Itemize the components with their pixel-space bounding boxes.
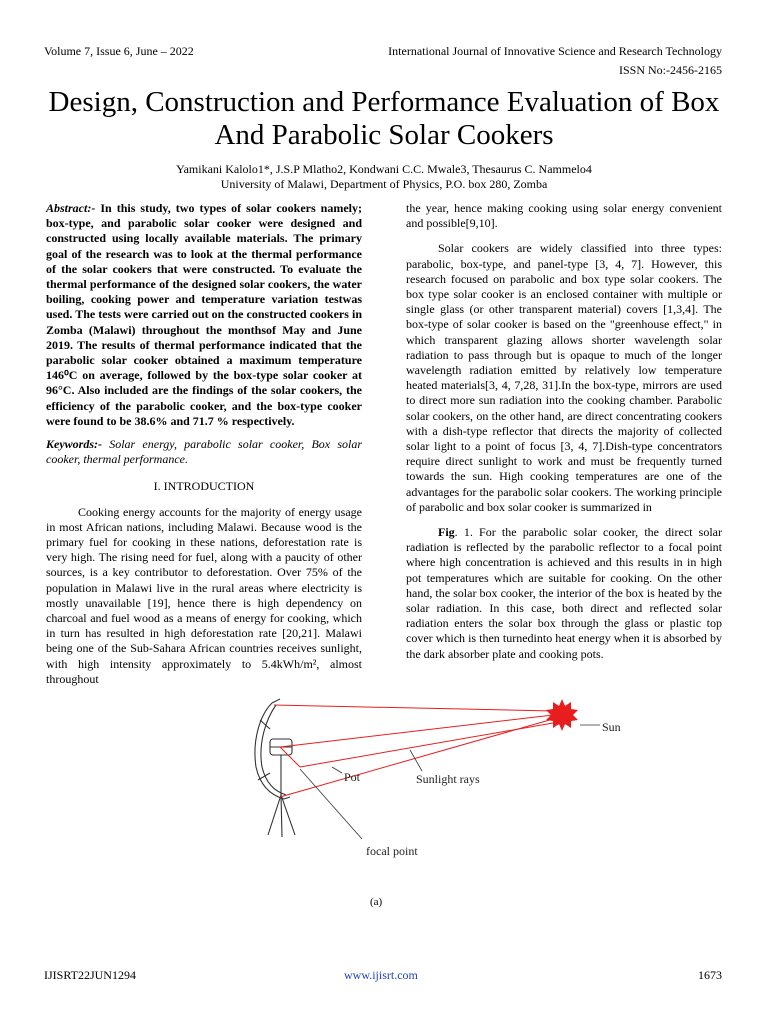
volume-info: Volume 7, Issue 6, June – 2022 — [44, 44, 194, 58]
author-list: Yamikani Kalolo1*, J.S.P Mlatho2, Kondwani C.C. Mwale3, Thesaurus C. Nammelo4 — [176, 162, 592, 176]
figure-caption: (a) — [370, 896, 383, 908]
sunlight-rays — [274, 705, 553, 797]
intro-paragraph-2: Solar cookers are widely classified into three types: parabolic, box-type, and panel-type [3, 4, 7]. However, this research focused on parabolic and box type solar cookers. The box type solar cooker is an enclosed container with multiple or single glass (or other transparent material) covers [1,3,4]. The box-type of solar cooker is based on the "greenhouse effect," in which transparent glazing allows shorter wavelength solar radiation to pass through but is opaque to much of the longer wavelength radiation emitted by relatively low temperature heated materials[3, 4, 7,28, 31].In the box-type, mirrors are used to direct more sun radiation into the cooking chamber. Parabolic solar cookers, on the other hand, are direct concentrating cookers with a dish-type reflector that directs the majority of collected solar light to a point of focus [3, 4, 7].Dish-type concentrators require direct sunlight to work and must be frequently turned towards the sun. High cooking temperatures are one of the advantages for the parabolic solar cookers. The working principle of parabolic and box solar cooker is summarized in — [406, 241, 722, 514]
keywords — [46, 437, 362, 467]
pot-label: Pot — [344, 770, 361, 784]
footer-website-link[interactable]: www.ijisrt.com — [344, 968, 418, 982]
journal-name: International Journal of Innovative Science and Research Technology — [388, 44, 722, 58]
abstract-text: In this study, two types of solar cookers namely; box-type, and parabolic solar cooker were designed and constructed using locally available materials. The primary goal of the research was to look at the thermal performance of the solar cookers that were constructed. To evaluate the thermal performance of the designed solar cookers, the water boiling, cooking power and temperature variation testwas used. The tests were carried out on the constructed cookers in Zomba (Malawi) throughout the monthsof May and June 2019. The results of thermal performance indicated that the parabolic solar cooker obtained a maximum temperature 146⁰C on average, followed by the box-type solar cooker at 96°C. Also included are the findings of the solar cookers, the efficiency of the parabolic cooker, and the box-type cooker were found to be 38.6% and 71.7 % respectively. — [46, 201, 362, 428]
page-number: 1673 — [698, 968, 722, 982]
intro-continuation: the year, hence making cooking using solar energy convenient and possible[9,10]. — [406, 201, 722, 231]
parabolic-dish-drawing — [255, 699, 295, 837]
intro-paragraph: Cooking energy accounts for the majority of energy usage in most African nations, including Malawi. Because wood is the primary fuel for cooking in these nations, deforestation rate is very high. The rising need for fuel, along with a paucity of other sources, is a key contributor to deforestation. Over 75% of the population in Malawi live in the rural areas where electricity is mostly unavailable [19], hence there is high dependency on charcoal and fuel wood as a means of energy for cooking, which in turn has resulted in high deforestation rate [20,21]. Malawi being one of the Sub-Sahara African countries receives sunlight, with high intensity approximately to 5.4kWh/m², almost throughout — [46, 504, 362, 686]
intro-paragraph-3 — [406, 525, 722, 662]
left-column — [46, 201, 362, 687]
keywords-label: Keywords:- — [46, 437, 102, 452]
parabolic-cooker-figure — [240, 695, 650, 870]
footer-paper-id: IJISRT22JUN1294 — [44, 968, 136, 982]
issn: ISSN No:-2456-2165 — [618, 63, 722, 77]
keywords-text: Solar energy, parabolic solar cooker, Box solar cooker, thermal performance. — [46, 437, 362, 467]
abstract-label: Abstract:- — [46, 201, 96, 215]
abstract — [46, 201, 362, 429]
affiliation: University of Malawi, Department of Physics, P.O. box 280, Zomba — [220, 177, 548, 191]
right-column — [406, 201, 722, 662]
intro-paragraph-3-text: . 1. For the parabolic solar cooker, the direct solar radiation is reflected by the parabolic reflector to a focal point where high concentration is achieved and this results in in high pot temperatures which are suitable for cooking. On the other hand, the solar box cooker, the interior of the box is heated by the solar radiation. In this case, both direct and reflected solar radiation enters the solar box through the glass or plastic top cover which is then turnedinto heat energy when it is absorbed by the dark absorber plate and cooking pots. — [406, 525, 722, 661]
paper-title: Design, Construction and Performance Evaluation of Box And Parabolic Solar Cookers — [48, 86, 720, 151]
section-heading-introduction: I. INTRODUCTION — [153, 479, 255, 494]
fig-reference: Fig — [438, 525, 455, 540]
focal-point-label: focal point — [366, 844, 418, 858]
sun-label: Sun — [602, 720, 621, 734]
sunlight-rays-label: Sunlight rays — [416, 772, 480, 786]
